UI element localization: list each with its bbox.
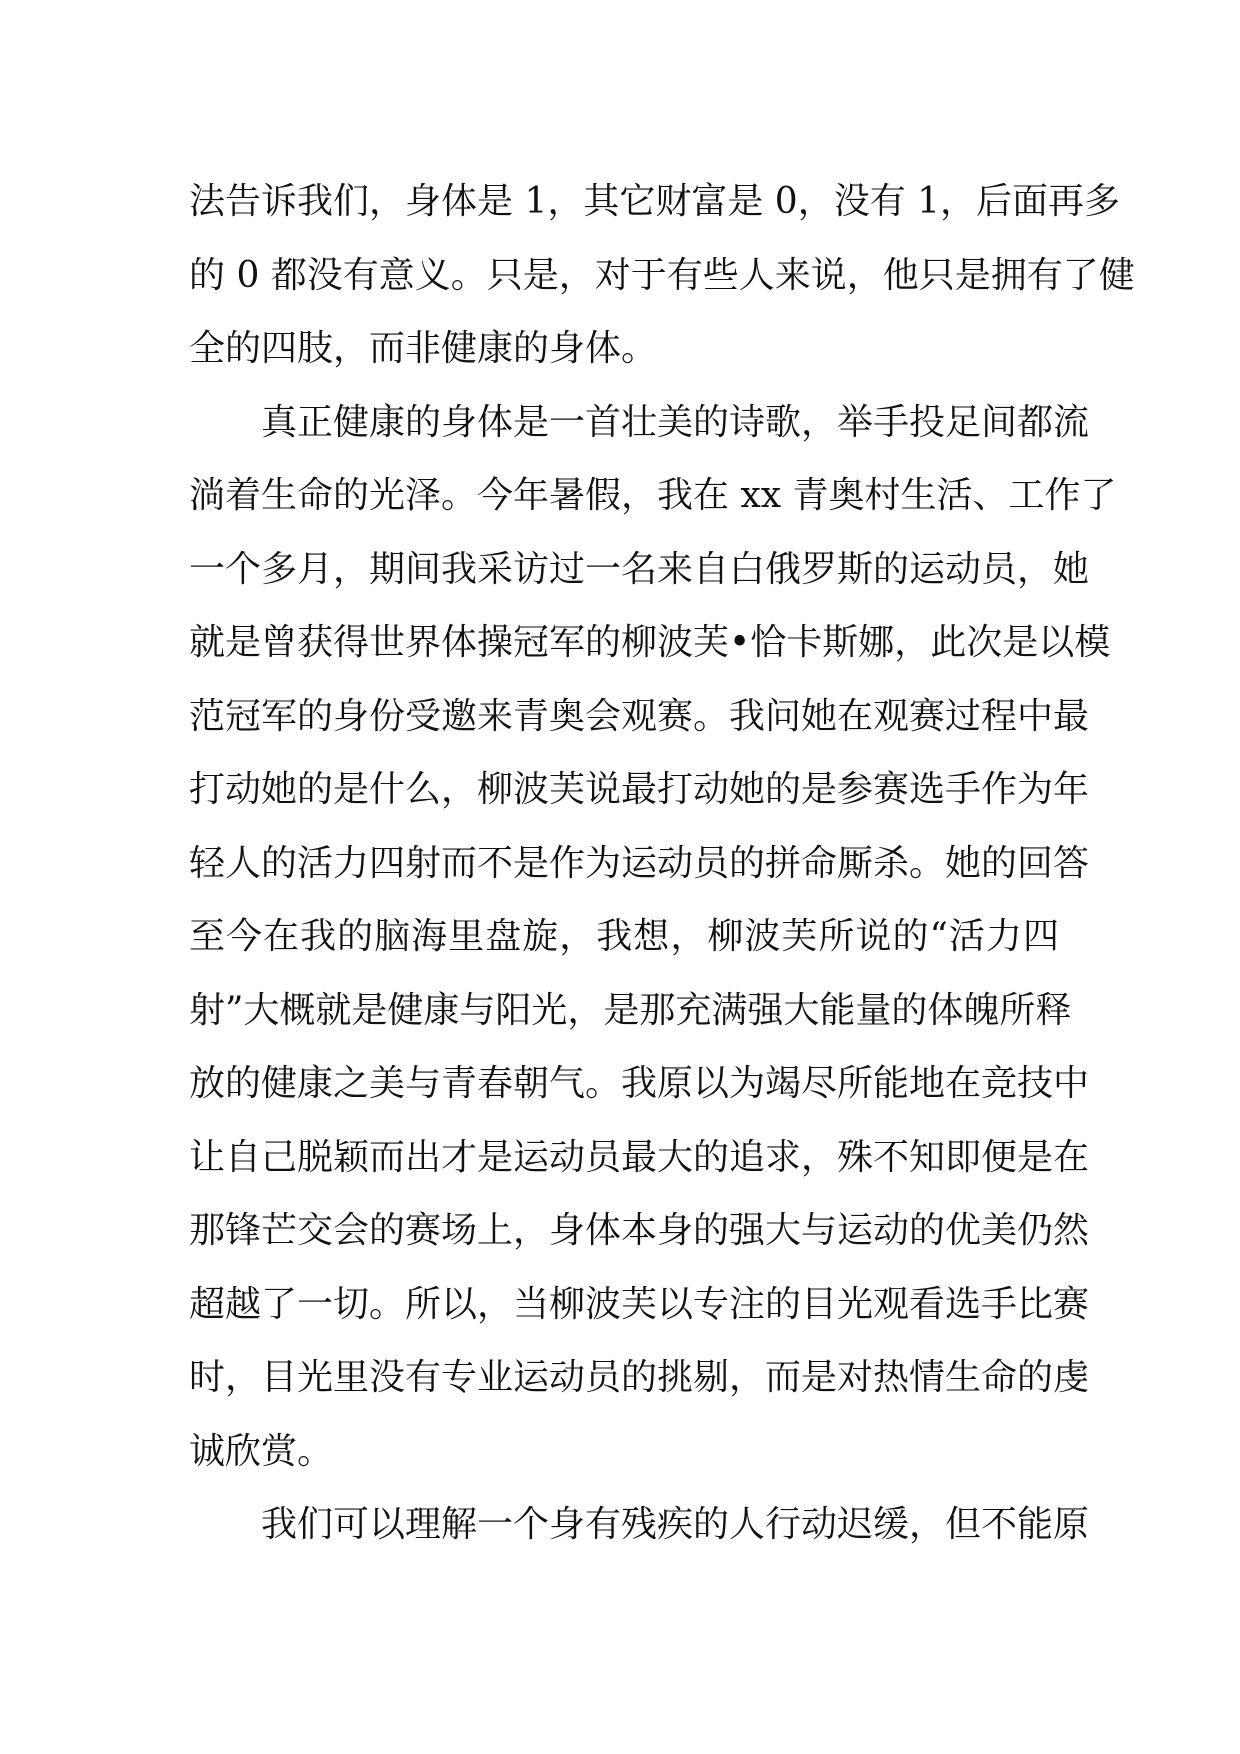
text-line: 至今在我的脑海里盘旋，我想，柳波芙所说的“活力四 xyxy=(189,916,1059,957)
text-line: 轻人的活力四射而不是作为运动员的拼命厮杀。她的回答 xyxy=(189,842,1090,884)
text-line: 那锋芒交会的赛场上，身体本身的强大与运动的优美仍然 xyxy=(189,1210,1090,1251)
text-line: 就是曾获得世界体操冠军的柳波芙•恰卡斯娜，此次是以模 xyxy=(189,622,1111,663)
text-line: 一个多月，期间我采访过一名来自白俄罗斯的运动员，她 xyxy=(189,548,1090,590)
text-line: 时，目光里没有专业运动员的挑剔，而是对热情生命的虔 xyxy=(189,1357,1090,1398)
text-line: 全的四肢，而非健康的身体。 xyxy=(189,328,658,369)
text-line: 淌着生命的光泽。今年暑假，我在 xx 青奥村生活、工作了 xyxy=(189,475,1117,516)
text-line: 打动她的是什么，柳波芙说最打动她的是参赛选手作为年 xyxy=(189,769,1090,810)
text-line: 射”大概就是健康与阳光，是那充满强大能量的体魄所释 xyxy=(189,989,1072,1031)
text-line: 放的健康之美与青春朝气。我原以为竭尽所能地在竞技中 xyxy=(189,1063,1090,1104)
text-line: 我们可以理解一个身有残疾的人行动迟缓，但不能原 xyxy=(261,1504,1090,1545)
text-line: 的 0 都没有意义。只是，对于有些人来说，他只是拥有了健 xyxy=(189,254,1135,296)
body-text xyxy=(189,165,1135,1562)
text-line: 法告诉我们，身体是 1，其它财富是 0，没有 1，后面再多 xyxy=(189,181,1121,222)
text-line: 范冠军的身份受邀来青奥会观赛。我问她在观赛过程中最 xyxy=(189,695,1090,737)
text-line: 真正健康的身体是一首壮美的诗歌，举手投足间都流 xyxy=(261,401,1090,443)
text-line: 超越了一切。所以，当柳波芙以专注的目光观看选手比赛 xyxy=(189,1283,1090,1325)
text-line: 诚欣赏。 xyxy=(189,1430,334,1472)
text-line: 让自己脱颖而出才是运动员最大的追求，殊不知即便是在 xyxy=(189,1136,1090,1178)
